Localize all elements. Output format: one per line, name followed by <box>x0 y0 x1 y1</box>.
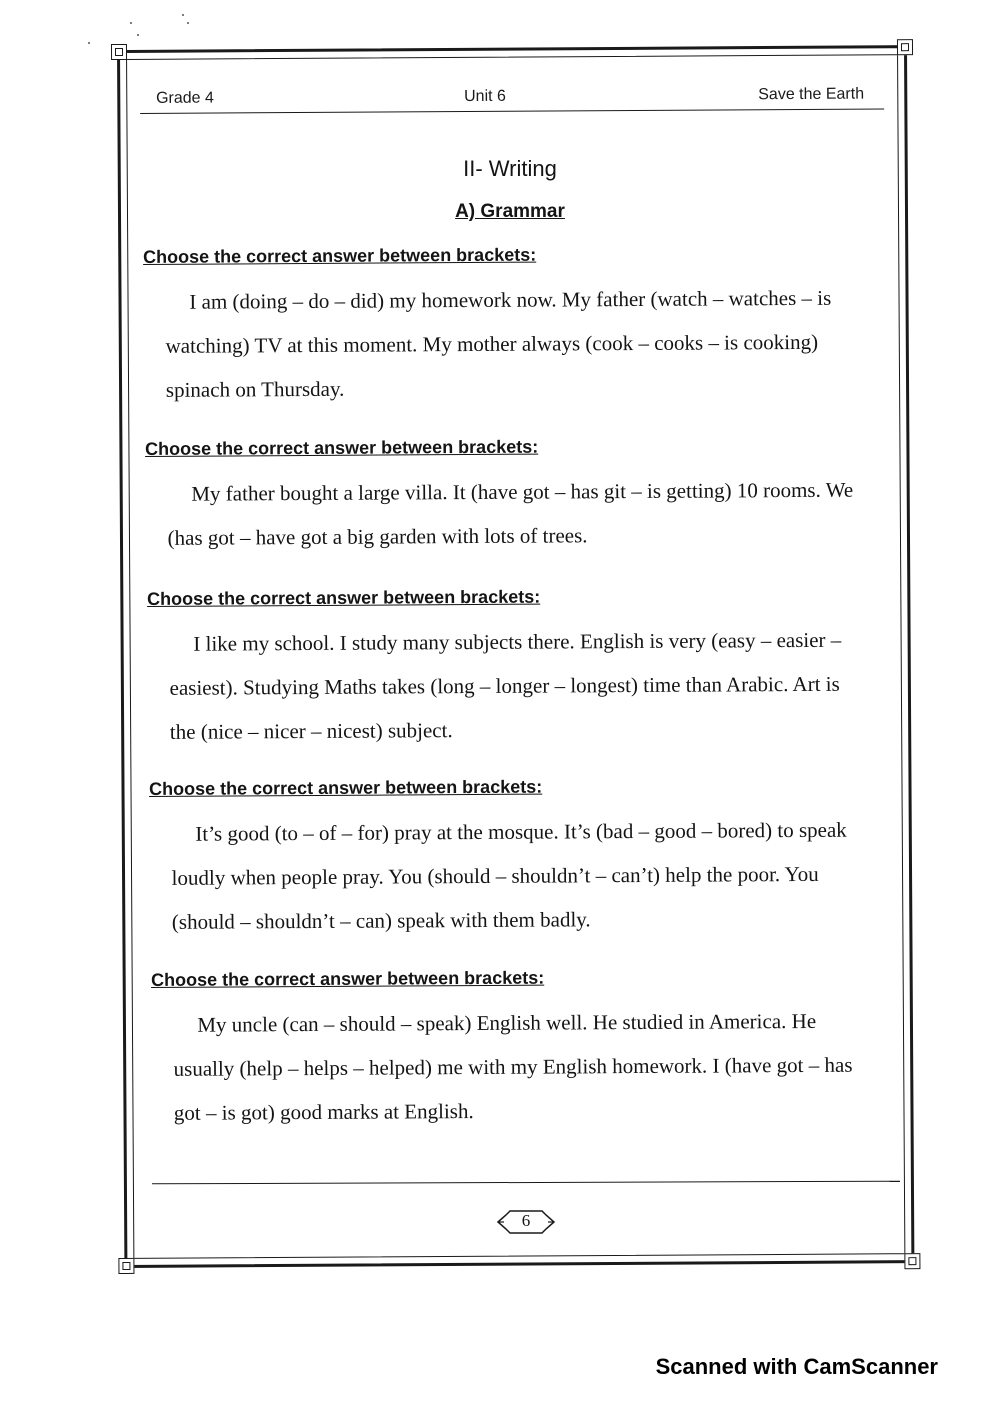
section-title: II- Writing <box>463 156 557 181</box>
scan-speck <box>137 34 139 36</box>
header-grade: Grade 4 <box>156 89 214 107</box>
exercise-instruction: Choose the correct answer between brackets: <box>145 436 539 459</box>
exercise-block <box>147 584 888 754</box>
page-number-badge <box>496 1206 556 1238</box>
border-corner-ornament <box>897 39 913 55</box>
exercise-text: I like my school. I study many subjects there. English is very (easy – easier – easiest). Studying Maths takes (long – longer – longest) time than Arabic. Art is the (nice – nicer – nicest) subject. <box>169 627 842 744</box>
scan-speck <box>130 22 132 24</box>
exercise-block <box>145 434 886 560</box>
exercise-block <box>149 774 890 944</box>
scan-speck <box>88 42 90 44</box>
exercise-instruction: Choose the correct answer between brackets: <box>151 967 545 990</box>
border-corner-ornament <box>111 44 127 60</box>
scan-speck <box>182 14 184 16</box>
section-subtitle: A) Grammar <box>455 201 565 222</box>
border-corner-ornament <box>904 1253 920 1269</box>
scan-speck <box>187 22 189 24</box>
exercise-instruction: Choose the correct answer between brackets: <box>149 776 543 799</box>
exercise-block <box>143 242 884 412</box>
exercise-text: It’s good (to – of – for) pray at the mosque. It’s (bad – good – bored) to speak loudly when people pray. You (should – shouldn’t – can’t) help the poor. You (should – shouldn’t – can) speak with them badly. <box>171 817 847 934</box>
scanner-watermark: Scanned with CamScanner <box>655 1354 938 1379</box>
header-topic: Save the Earth <box>758 85 865 104</box>
exercise-text: My father bought a large villa. It (have got – has git – is getting) 10 rooms. We (has got – have got a big garden with lots of trees. <box>167 477 854 550</box>
exercise-text: I am (doing – do – did) my homework now. My father (watch – watches – is watching) TV at this moment. My mother always (cook – cooks – is cooking) spinach on Thursday. <box>165 285 832 402</box>
page-header <box>140 79 884 114</box>
header-unit: Unit 6 <box>464 87 506 106</box>
exercise-instruction: Choose the correct answer between brackets: <box>147 586 541 609</box>
exercise-block <box>151 965 892 1135</box>
border-corner-ornament <box>118 1258 134 1274</box>
exercise-text: My uncle (can – should – speak) English well. He studied in America. He usually (help – helps – helped) me with my English homework. I (have got – has got – is got) good marks at English. <box>173 1008 853 1125</box>
page-number: 6 <box>521 1211 531 1230</box>
exercise-instruction: Choose the correct answer between brackets: <box>143 244 537 267</box>
